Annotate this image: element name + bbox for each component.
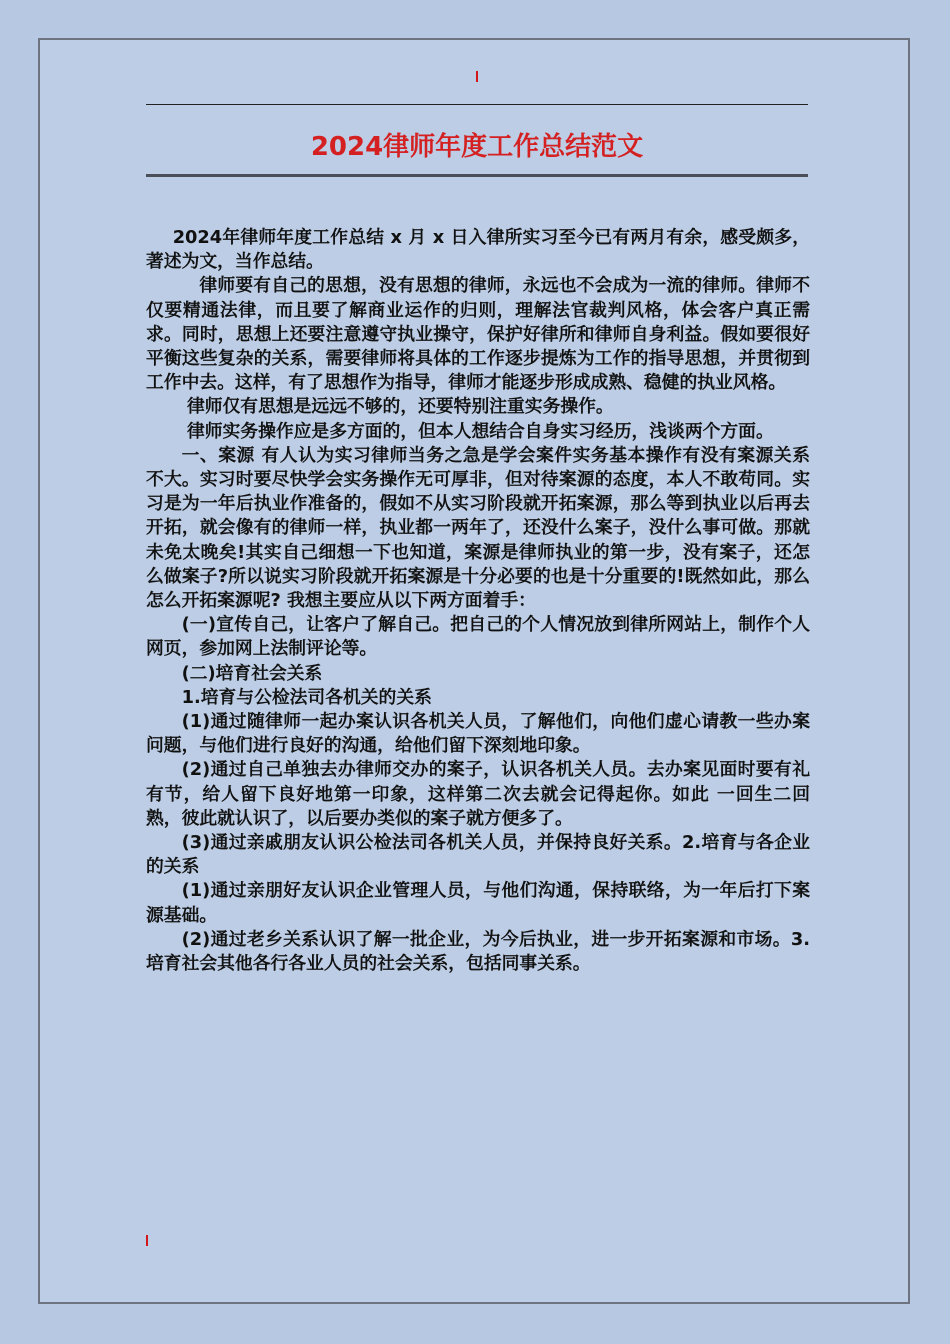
document-body — [146, 226, 810, 976]
paragraph: 律师要有自己的思想，没有思想的律师，永远也不会成为一流的律师。律师不仅要精通法律，而且要了解商业运作的归则，理解法官裁判风格，体会客户真正需求。同时，思想上还要注意遵守执业操守，保护好律所和律师自身利益。假如要很好平衡这些复杂的关系，需要律师将具体的工作逐步提炼为工作的指导思想，并贯彻到工作中去。这样，有了思想作为指导，律师才能逐步形成成熟、稳健的执业风格。 — [146, 275, 810, 394]
paragraph: (1)通过亲朋好友认识企业管理人员，与他们沟通，保持联络，为一年后打下案源基础。 — [146, 880, 810, 926]
header-rule — [146, 104, 808, 105]
paragraph: 律师实务操作应是多方面的，但本人想结合自身实习经历，浅谈两个方面。 — [186, 420, 774, 442]
paragraph: (2)通过老乡关系认识了解一批企业，为今后执业，进一步开拓案源和市场。3.培育社会其他各行各业人员的社会关系，包括同事关系。 — [146, 928, 810, 975]
paragraph: 2024年律师年度工作总结 x 月 x 日入律所实习至今已有两月有余，感受颇多，著述为文，当作总结。 — [146, 227, 810, 273]
document-title: 2024律师年度工作总结范文 — [310, 132, 644, 162]
top-cursor-mark — [476, 71, 478, 82]
paragraph: 1.培育与公检法司各机关的关系 — [181, 686, 432, 708]
bottom-cursor-mark — [146, 1235, 148, 1246]
paragraph: 一、案源 有人认为实习律师当务之急是学会案件实务基本操作有没有案源关系不大。实习时要尽快学会实务操作无可厚非，但对待案源的态度，本人不敢苟同。实习是为一年后执业作准备的，假如不从实习阶段就开拓案源，那么等到执业以后再去开拓，就会像有的律师一样，执业都一两年了，还没什么案子，没什么事可做。那就未免太晚矣!其实自己细想一下也知道，案源是律师执业的第一步，没有案子，还怎么做案子?所以说实习阶段就开拓案源是十分必要的也是十分重要的!既然如此，那么怎么开拓案源呢? 我想主要应从以下两方面着手： — [146, 444, 810, 612]
paragraph: (二)培育社会关系 — [181, 662, 323, 684]
paragraph: (2)通过自己单独去办律师交办的案子，认识各机关人员。去办案见面时要有礼有节，给人留下良好地第一印象，这样第二次去就会记得起你。如此 一回生二回熟，彼此就认识了，以后要办类似的案子就方便多了。 — [146, 759, 810, 829]
title-underline — [146, 174, 808, 177]
document-page — [38, 38, 910, 1304]
paragraph: (1)通过随律师一起办案认识各机关人员，了解他们，向他们虚心请教一些办案问题，与他们进行良好的沟通，给他们留下深刻地印象。 — [146, 711, 810, 757]
paragraph: 律师仅有思想是远远不够的，还要特别注重实务操作。 — [186, 396, 614, 418]
paragraph: (一)宣传自己，让客户了解自己。把自己的个人情况放到律所网站上，制作个人网页，参加网上法制评论等。 — [146, 614, 810, 660]
paragraph: (3)通过亲戚朋友认识公检法司各机关人员，并保持良好关系。2.培育与各企业的关系 — [146, 832, 810, 878]
